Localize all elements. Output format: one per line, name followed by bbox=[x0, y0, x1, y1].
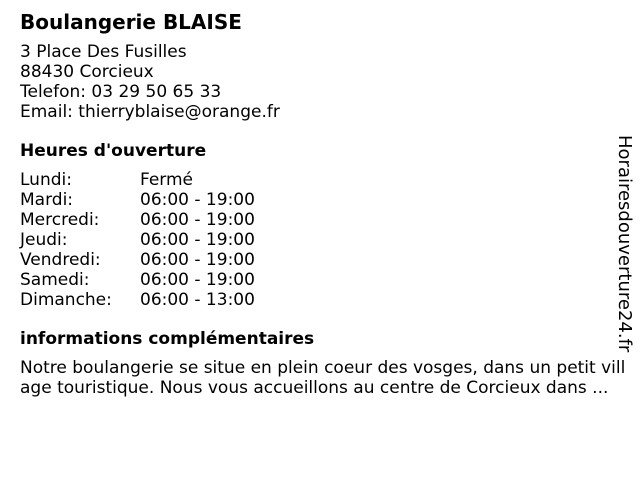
hours-time: 06:00 - 19:00 bbox=[140, 190, 255, 210]
address-line-1: 3 Place Des Fusilles bbox=[20, 42, 187, 62]
hours-time: 06:00 - 13:00 bbox=[140, 290, 255, 310]
hours-day: Dimanche: bbox=[20, 290, 112, 310]
opening-hours-heading: Heures d'ouverture bbox=[20, 141, 207, 161]
site-watermark: Horairesdouverture24.fr bbox=[614, 135, 635, 353]
hours-day: Jeudi: bbox=[20, 230, 68, 250]
hours-row-tuesday bbox=[20, 190, 255, 210]
business-name: Boulangerie BLAISE bbox=[20, 10, 242, 34]
hours-day: Lundi: bbox=[20, 170, 72, 190]
hours-time: 06:00 - 19:00 bbox=[140, 270, 255, 290]
email-line: Email: thierryblaise@orange.fr bbox=[20, 102, 280, 122]
additional-info-text: Notre boulangerie se situe en plein coeur des vosges, dans un petit village touristique. Nous vous accueillons au centre de Corcieux dans ... bbox=[20, 358, 626, 398]
hours-day: Mercredi: bbox=[20, 210, 100, 230]
opening-hours-table bbox=[20, 170, 255, 310]
hours-time: 06:00 - 19:00 bbox=[140, 230, 255, 250]
hours-row-sunday bbox=[20, 290, 255, 310]
additional-info-heading: informations complémentaires bbox=[20, 329, 315, 349]
hours-day: Mardi: bbox=[20, 190, 74, 210]
hours-time: 06:00 - 19:00 bbox=[140, 210, 255, 230]
hours-row-thursday bbox=[20, 230, 255, 250]
address-line-2: 88430 Corcieux bbox=[20, 62, 154, 82]
hours-row-saturday bbox=[20, 270, 255, 290]
hours-time: Fermé bbox=[140, 170, 194, 190]
hours-day: Samedi: bbox=[20, 270, 90, 290]
hours-time: 06:00 - 19:00 bbox=[140, 250, 255, 270]
hours-row-friday bbox=[20, 250, 255, 270]
hours-day: Vendredi: bbox=[20, 250, 101, 270]
phone-line: Telefon: 03 29 50 65 33 bbox=[20, 82, 222, 102]
hours-row-monday bbox=[20, 170, 255, 190]
hours-row-wednesday bbox=[20, 210, 255, 230]
